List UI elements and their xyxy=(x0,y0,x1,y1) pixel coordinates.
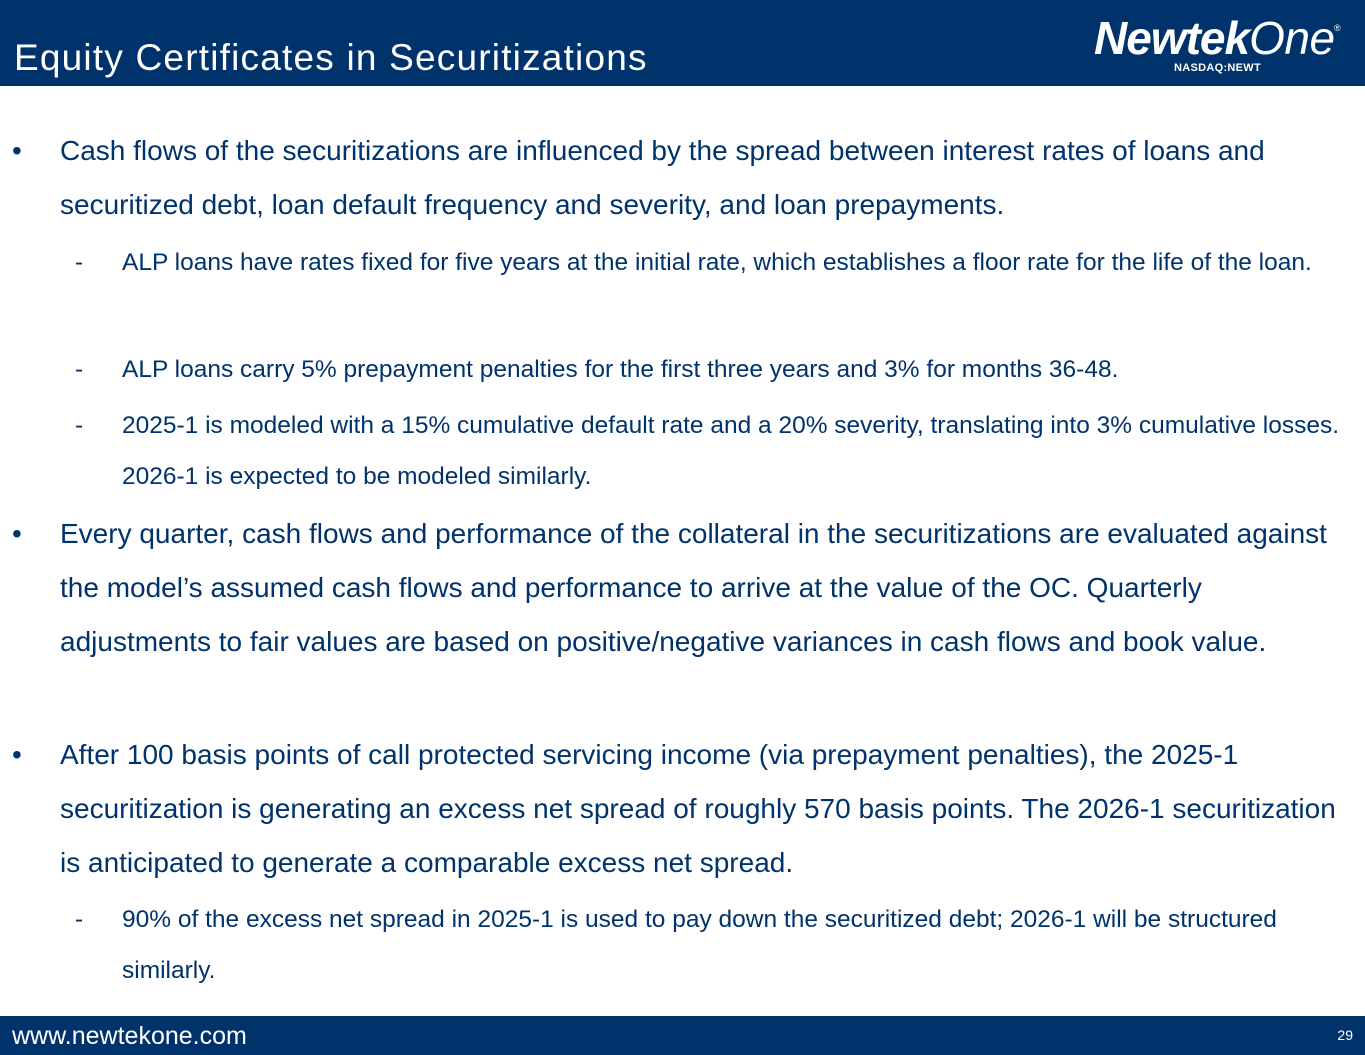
logo-registered-mark: ® xyxy=(1334,23,1341,33)
sub-bullet-text: ALP loans carry 5% prepayment penalties for the first three years and 3% for months 36-48. xyxy=(122,356,1119,383)
page-title: Equity Certificates in Securitizations xyxy=(14,37,648,78)
footer-bar xyxy=(0,1016,1365,1055)
logo-bold-text: Newtek xyxy=(1094,12,1250,64)
bullet-marker: • xyxy=(12,739,22,770)
sub-bullet-text: ALP loans have rates fixed for five years at the initial rate, which establishes a floor rate for the life of the loan. xyxy=(122,249,1312,276)
logo-wordmark xyxy=(1094,12,1335,64)
sub-bullet-marker: - xyxy=(75,249,84,276)
bullet-marker: • xyxy=(12,518,22,549)
page-number: 29 xyxy=(1337,1027,1353,1043)
sub-bullet-text: 90% of the excess net spread in 2025-1 is used to pay down the securitized debt; 2026-1 will be structured similarly. xyxy=(122,906,1277,984)
bullet-marker: • xyxy=(12,135,22,166)
logo-light-text: One xyxy=(1249,12,1335,64)
header-bar xyxy=(0,0,1365,86)
sub-bullet-text: 2025-1 is modeled with a 15% cumulative default rate and a 20% severity, translating into 3% cumulative losses. 2026-1 is expected to be modeled similarly. xyxy=(122,412,1340,490)
sub-bullet-marker: - xyxy=(75,412,84,439)
bullet-text: Every quarter, cash flows and performance of the collateral in the securitizations are evaluated against the model’s assumed cash flows and performance to arrive at the value of the OC. Quarterly adjustments to fair values are based on positive/negative variances in cash flows and book value. xyxy=(60,518,1327,657)
bullet-text: After 100 basis points of call protected servicing income (via prepayment penalties), the 2025-1 securitization is generating an excess net spread of roughly 570 basis points. The 2026-1 securitization is anticipated to generate a comparable excess net spread. xyxy=(60,739,1336,878)
footer-website-link[interactable]: www.newtekone.com xyxy=(12,1022,247,1050)
sub-bullet-marker: - xyxy=(75,356,84,383)
logo-ticker: NASDAQ:NEWT xyxy=(1174,62,1262,74)
sub-bullet-marker: - xyxy=(75,906,84,933)
newtekone-logo xyxy=(1094,10,1354,80)
bullet-text: Cash flows of the securitizations are influenced by the spread between interest rates of loans and securitized debt, loan default frequency and severity, and loan prepayments. xyxy=(60,135,1265,220)
